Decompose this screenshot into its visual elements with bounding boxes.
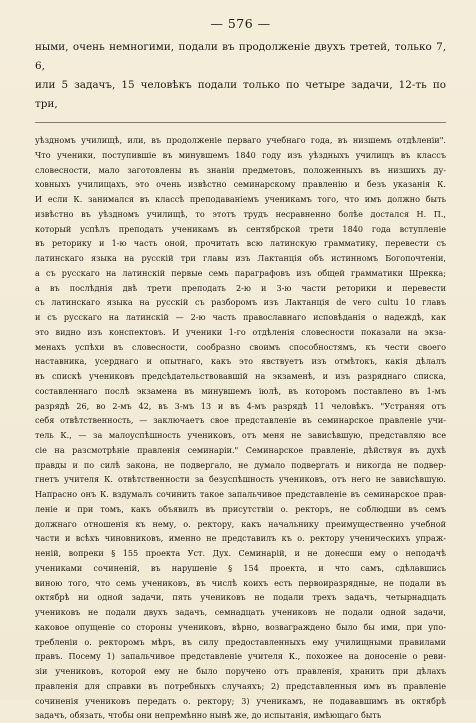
text-line: латинскаго языка на русскій три главы изъ Лактанція объ истинномъ Богопочтеніи,	[35, 253, 446, 263]
text-line: уѣздномъ училищѣ, или, въ продолженіе перваго учебнаго года, въ низшемъ отдѣленіи".	[35, 135, 446, 145]
text-line: требленіи о. ректоромъ мѣръ, въ силу предоставленныхъ ему училищными правилами	[35, 636, 446, 647]
text-line: каковое опущеніе со стороны учениковъ, вѣрно, возваграждено было бы ими, при упо-	[35, 621, 446, 632]
text-line: неній, вопреки § 155 проекта Уст. Дух. Семинарій, и не донесши ему о неподачѣ	[35, 548, 446, 558]
body-text	[35, 133, 446, 723]
text-line: себя отвѣтственность, — заключаетъ свое представленіе въ семинарское правленіе учи-	[35, 415, 446, 426]
text-line: менахъ успѣхи въ словесности, сообразно своимъ способностямъ, къ чести своего	[35, 341, 446, 352]
text-line: тель К., — за малоуспѣшность учениковъ, отъ меня не зависѣвшую, представляю все	[35, 430, 446, 440]
text-line: словесности, мало заготовлены въ знаніи предметовъ, положенныхъ въ низшихъ ду-	[35, 164, 446, 175]
text-line: леніе и при томъ, какъ объявилъ въ присутствіи о. ректоръ, не соблюдши въ семъ	[35, 503, 446, 514]
text-line: и съ русскаго на латинскій — 2-ю часть православнаго исповѣданія о надеждѣ, как	[35, 312, 446, 322]
text-line: а въ послѣднія двѣ трети преподать 2-ю и 3-ю части реторики и перевести	[35, 282, 446, 293]
text-line: должнаго отношенія къ нему, о. ректору, какъ начальнику преимущественно учебной	[35, 518, 446, 529]
text-line: а съ русскаго на латинскій первые семь параграфовъ изъ общей грамматики Шрекка;	[35, 267, 446, 278]
text-line: виною того, что семь учениковъ, въ числѣ коихъ есть первоиразрядные, не подали въ	[35, 577, 446, 588]
text-line: который успѣлъ преподать ученикамъ въ сентябрской трети 1840 года вступленіе	[35, 223, 446, 234]
text-line: части и всѣхъ чиновниковъ, именно не представилъ къ о. ректору ученическихъ упраж-	[35, 533, 446, 544]
text-line: сочиненія учениковъ передать о. ректору; 3) ученикамъ, не подававшимъ въ октябрѣ	[35, 695, 446, 706]
text-line: правды и по силѣ закона, не подвергало, не думало подвергать и никогда не подвер-	[35, 459, 446, 470]
text-line: учениками сочиненій, въ нарушеніе § 154 проекта, и что самъ, сдѣлавшись	[35, 562, 446, 573]
text-line: наставника, усерднаго и опытнаго, какъ это явствуетъ изъ отмѣтокъ, какія дѣлалъ	[35, 356, 446, 367]
text-line: разрядѣ 26, во 2-мъ 42, въ 3-мъ 13 и въ 4-мъ разрядѣ 11 человѣкъ. "Устраняя отъ	[35, 400, 446, 411]
text-line: ховныхъ училищахъ, это очень извѣстно семинарскому правленію и безъ указанія К.	[35, 179, 446, 190]
section-divider	[35, 122, 446, 123]
text-line: съ латинскаго языка на русскій съ разборомъ изъ Лактанція de vero cultu 10 главъ	[35, 297, 446, 308]
text-line: гнетъ учителя К. отвѣтственности за безуспѣшность учениковъ, отъ него не зависѣвшую.	[35, 474, 446, 485]
text-line: въ спискѣ учениковъ предсѣдательствовавшій на экзаменѣ, и изъ разряднаго списка,	[35, 371, 446, 381]
text-line: И если К. занимался въ классѣ преподаваніемъ ученикамъ того, что имъ должно быть	[35, 194, 446, 204]
text-line: задачъ, обязать, чтобы они непремѣнно нынѣ же, до испытанія, имѣющаго быть	[35, 710, 382, 721]
text-line: извѣстно въ уѣздномъ училищѣ, то этотъ трудъ несравненно болѣе достался Н. П.,	[35, 208, 446, 219]
lead-line: или 5 задачъ, 15 человѣкъ подали только по четыре задачи, 12-ть по три,	[35, 79, 446, 110]
text-line: Что ученики, поступившіе въ минувшемъ 1840 году изъ уѣздныхъ училищъ въ классъ	[35, 149, 446, 160]
text-line: это видно изъ конспектовъ. И ученики 1-го отдѣленія словесности показали на экза-	[35, 326, 446, 337]
page-number: — 576 —	[210, 16, 271, 31]
text-line: правленія для справки въ потребныхъ случаяхъ; 2) представленныя имъ въ правленіе	[35, 680, 446, 691]
text-line: Напрасно онъ К. вздумалъ сочинить такое запальчивое представленіе въ семинарское прав-	[35, 489, 446, 499]
text-line: октябрѣ ни одной задачи, пять учениковъ не подали трехъ задачъ, четырнадцать	[35, 592, 446, 603]
text-line: зіи учениковъ, которой ему не было поручено отъ правленія, хранить при дѣлахъ	[35, 666, 446, 676]
lead-line: ными, очень немногими, подали въ продолженіе двухъ третей, только 7, 6,	[35, 41, 446, 72]
lead-paragraph	[35, 38, 446, 114]
text-line: сіе на разсмотрѣніе правленія семинаріи." Семинарское правленіе, дѣйствуя въ духѣ	[35, 444, 446, 455]
text-line: учениковъ не подали двухъ задачъ, семнадцать учениковъ не подали одной задачи,	[35, 607, 446, 617]
text-line: правъ. Посему 1) запальчивое представленіе учителя К., похожее на доносеніе о реви-	[35, 651, 446, 662]
text-line: въ реторику и 1-ю часть оной, прочитать всю латинскую грамматику, перевести съ	[35, 238, 446, 249]
text-line: составленнаго послѣ экзамена въ минувшемъ іюлѣ, въ которомъ поставлено въ 1-мъ	[35, 385, 446, 396]
